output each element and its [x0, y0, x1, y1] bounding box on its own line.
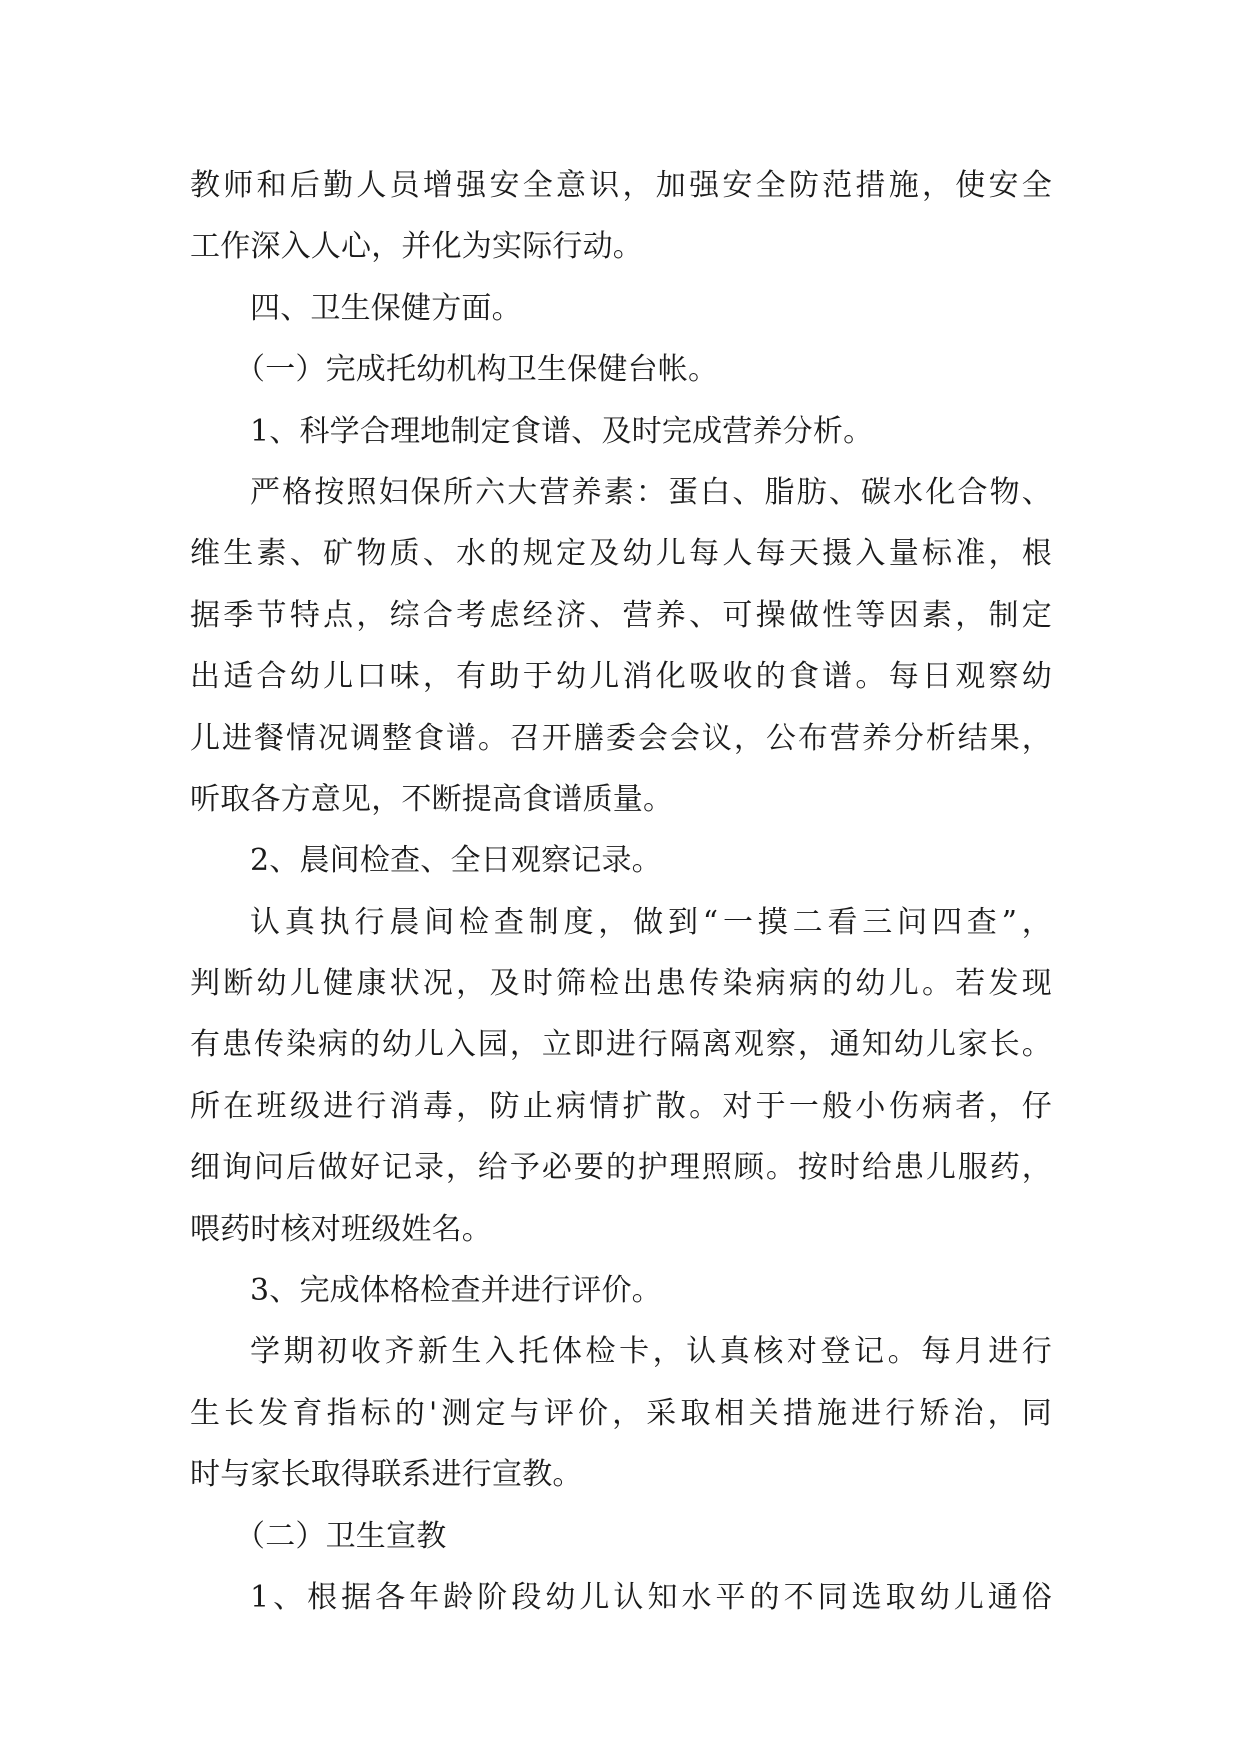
text-line: 严格按照妇保所六大营养素：蛋白、脂肪、碳水化合物、	[250, 474, 1052, 510]
text-line: 维生素、矿物质、水的规定及幼儿每人每天摄入量标准，根	[190, 536, 1052, 572]
text-line: 3、完成体格检查并进行评价。	[250, 1273, 662, 1309]
text-line: 1、科学合理地制定食谱、及时完成营养分析。	[250, 413, 874, 449]
text-line: 生长发育指标的'测定与评价，采取相关措施进行矫治，同	[190, 1395, 1052, 1431]
text-line: 工作深入人心，并化为实际行动。	[190, 229, 643, 265]
text-line: 四、卫生保健方面。	[250, 290, 522, 326]
text-line: 据季节特点，综合考虑经济、营养、可操做性等因素，制定	[190, 597, 1052, 633]
text-line: 出适合幼儿口味，有助于幼儿消化吸收的食谱。每日观察幼	[190, 659, 1052, 695]
text-line: 认真执行晨间检查制度，做到“一摸二看三问四查”，	[250, 904, 1052, 940]
text-line: 儿进餐情况调整食谱。召开膳委会会议，公布营养分析结果，	[190, 720, 1052, 756]
text-line: （二）卫生宣教	[235, 1518, 447, 1554]
text-line: 时与家长取得联系进行宣教。	[190, 1457, 583, 1493]
text-line: 1、根据各年龄阶段幼儿认知水平的不同选取幼儿通俗	[250, 1579, 1052, 1615]
text-line: 所在班级进行消毒，防止病情扩散。对于一般小伤病者，仔	[190, 1088, 1052, 1124]
text-line: 2、晨间检查、全日观察记录。	[250, 843, 662, 879]
text-line: 学期初收齐新生入托体检卡，认真核对登记。每月进行	[250, 1334, 1052, 1370]
text-line: 有患传染病的幼儿入园，立即进行隔离观察，通知幼儿家长。	[190, 1027, 1052, 1063]
text-line: 判断幼儿健康状况，及时筛检出患传染病病的幼儿。若发现	[190, 966, 1052, 1002]
text-line: （一）完成托幼机构卫生保健台帐。	[235, 352, 719, 388]
text-line: 喂药时核对班级姓名。	[190, 1211, 492, 1247]
text-line: 听取各方意见，不断提高食谱质量。	[190, 781, 674, 817]
text-line: 教师和后勤人员增强安全意识，加强安全防范措施，使安全	[190, 168, 1052, 203]
body-text	[190, 155, 1052, 1628]
text-line: 细询问后做好记录，给予必要的护理照顾。按时给患儿服药，	[190, 1150, 1052, 1186]
